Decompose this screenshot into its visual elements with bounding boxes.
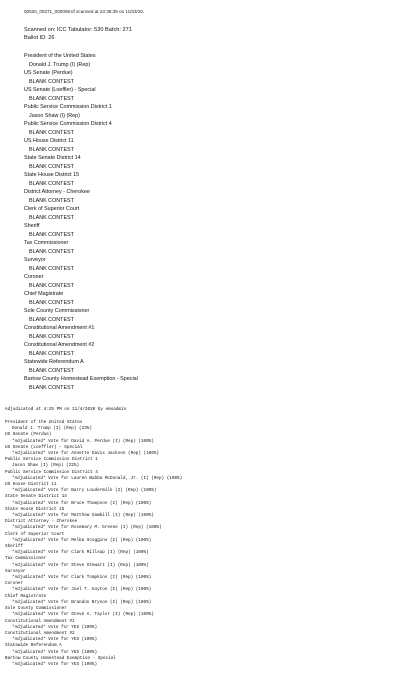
- contest-title: US Senate (Loeffler) - Special: [24, 87, 96, 93]
- contest-selection: *Adjudicated* Vote for Melba Scoggins (I) (Rep) (100%): [12, 537, 152, 543]
- contest-selection: BLANK CONTEST: [29, 282, 74, 289]
- contest-selection: *Adjudicated* Vote for YES (100%): [12, 661, 98, 667]
- adjudication-title: Adjudicated at 4:25 PM on 11/4/2020 by emsadmin: [5, 407, 127, 412]
- contest-selection: *Adjudicated* Vote for Bruce Thompson (I) (Rep) (100%): [12, 500, 152, 506]
- contest-selection: *Adjudicated* Vote for Joel T. Guyton (I) (Rep) (100%): [12, 587, 152, 593]
- contest-title: Statewide Referendum A: [5, 643, 62, 649]
- contest-selection: *Adjudicated* Vote for Lauren Bubba McDonald, Jr. (I) (Rep) (100%): [12, 475, 183, 481]
- contest-title: Surveyor: [24, 257, 46, 263]
- contest-title: Public Service Commission District 1: [5, 457, 98, 463]
- contest-selection: BLANK CONTEST: [29, 367, 74, 374]
- contest-title: Tax Commissioner: [24, 240, 69, 246]
- contest-title: US Senate (Perdue): [5, 432, 52, 438]
- scan-info-line: Scanned on: ICC Tabulator: 530 Batch: 271: [24, 27, 132, 33]
- adjudication-report: [5, 406, 397, 668]
- contest-title: Sole County Commissioner: [24, 308, 90, 314]
- contest-title: Coroner: [24, 274, 44, 280]
- contest-title: Surveyor: [5, 568, 26, 574]
- contest-selection: Jason Shaw (I) (Rep): [29, 112, 80, 119]
- contest-title: Public Service Commission District 4: [24, 121, 112, 127]
- contest-selection: *Adjudicated* Vote for YES (100%): [12, 624, 98, 630]
- ballot-id-line: Ballot ID: 26: [24, 35, 55, 41]
- contest-selection: BLANK CONTEST: [29, 265, 74, 272]
- contest-title: State Senate District 14: [5, 494, 67, 500]
- contest-title: Clerk of Superior Court: [5, 531, 65, 537]
- contest-title: Chief Magistrate: [24, 291, 64, 297]
- contest-title: District Attorney - Cherokee: [5, 519, 78, 525]
- contest-title: Constitutional Amendment #1: [5, 618, 75, 624]
- contest-selection: *Adjudicated* Vote for Annette Davis Jackson (Rep) (100%): [12, 451, 159, 457]
- contest-title: US Senate (Loeffler) - Special: [5, 444, 83, 450]
- contest-list: [24, 52, 384, 392]
- contest-selection: BLANK CONTEST: [29, 333, 74, 340]
- contest-selection: Jason Shaw (I) (Rep) (22%): [12, 463, 80, 469]
- contest-selection: BLANK CONTEST: [29, 146, 74, 153]
- contest-title: US Senate (Perdue): [24, 70, 73, 76]
- contest-selection: BLANK CONTEST: [29, 248, 74, 255]
- contest-selection: *Adjudicated* Vote for Brandon Bryson (I) (Rep) (100%): [12, 599, 152, 605]
- contest-title: Public Service Commission District 4: [5, 469, 98, 475]
- contest-title: State House District 15: [24, 172, 80, 178]
- contest-selection: BLANK CONTEST: [29, 299, 74, 306]
- contest-title: Tax Commissioner: [5, 556, 47, 562]
- contest-selection: *Adjudicated* Vote for Clark Tompkins (I) (Rep) (100%): [12, 575, 152, 581]
- contest-title: Chief Magistrate: [5, 593, 47, 599]
- contest-title: Sheriff: [5, 544, 24, 550]
- contest-selection: BLANK CONTEST: [29, 95, 74, 102]
- contest-selection: *Adjudicated* Vote for Rosemary M. Greene (I) (Rep) (100%): [12, 525, 162, 531]
- contest-title: Sole County Commissioner: [5, 606, 67, 612]
- contest-selection: *Adjudicated* Vote for Barry Loudermilk (I) (Rep) (100%): [12, 488, 157, 494]
- contest-title: Constitutional Amendment #1: [24, 325, 95, 331]
- contest-title: State House District 15: [5, 506, 65, 512]
- contest-title: Constitutional Amendment #2: [5, 630, 75, 636]
- contest-selection: *Adjudicated* Vote for YES (100%): [12, 637, 98, 643]
- contest-title: Public Service Commission District 1: [24, 104, 112, 110]
- contest-selection: *Adjudicated* Vote for Steve Stewart (I) (Rep) (100%): [12, 562, 149, 568]
- contest-selection: *Adjudicated* Vote for YES (100%): [12, 649, 98, 655]
- contest-title: Clerk of Superior Court: [24, 206, 80, 212]
- contest-title: State Senate District 14: [24, 155, 81, 161]
- contest-title: President of the United States: [24, 53, 96, 59]
- contest-title: Statewide Referendum A: [24, 359, 84, 365]
- contest-title: Sheriff: [24, 223, 40, 229]
- contest-selection: BLANK CONTEST: [29, 129, 74, 136]
- contest-title: District Attorney - Cherokee: [24, 189, 90, 195]
- contest-title: President of the United States: [5, 420, 83, 425]
- contest-selection: BLANK CONTEST: [29, 231, 74, 238]
- contest-selection: BLANK CONTEST: [29, 350, 74, 357]
- contest-selection: Donald J. Trump (I) (Rep) (23%): [12, 426, 92, 432]
- scan-file-line: 00530_00271_000008.tif scanned at 23:38:39 on 11/03/20.: [24, 9, 145, 14]
- contest-title: US House District 11: [24, 138, 74, 144]
- contest-selection: Donald J. Trump (I) (Rep): [29, 61, 91, 68]
- contest-selection: BLANK CONTEST: [29, 180, 74, 187]
- contest-selection: *Adjudicated* Vote for Matthew Gambill (I) (Rep) (100%): [12, 513, 154, 519]
- contest-title: Coroner: [5, 581, 24, 587]
- contest-selection: BLANK CONTEST: [29, 78, 74, 85]
- contest-selection: BLANK CONTEST: [29, 214, 74, 221]
- contest-selection: *Adjudicated* Vote for David A. Perdue (I) (Rep) (100%): [12, 438, 154, 444]
- contest-title: Bartow County Homestead Exemption - Special: [5, 655, 116, 661]
- contest-title: US House District 11: [5, 482, 57, 488]
- contest-selection: *Adjudicated* Vote for Clark Millsap (I) (Rep) (100%): [12, 550, 149, 556]
- contest-selection: *Adjudicated* Vote for Steve A. Taylor (I) (Rep) (100%): [12, 612, 154, 618]
- contest-selection: BLANK CONTEST: [29, 316, 74, 323]
- contest-title: Constitutional Amendment #2: [24, 342, 95, 348]
- contest-title: Bartow County Homestead Exemption - Special: [24, 376, 138, 382]
- contest-selection: BLANK CONTEST: [29, 384, 74, 391]
- contest-selection: BLANK CONTEST: [29, 197, 74, 204]
- contest-selection: BLANK CONTEST: [29, 163, 74, 170]
- adjudication-list: [5, 420, 397, 668]
